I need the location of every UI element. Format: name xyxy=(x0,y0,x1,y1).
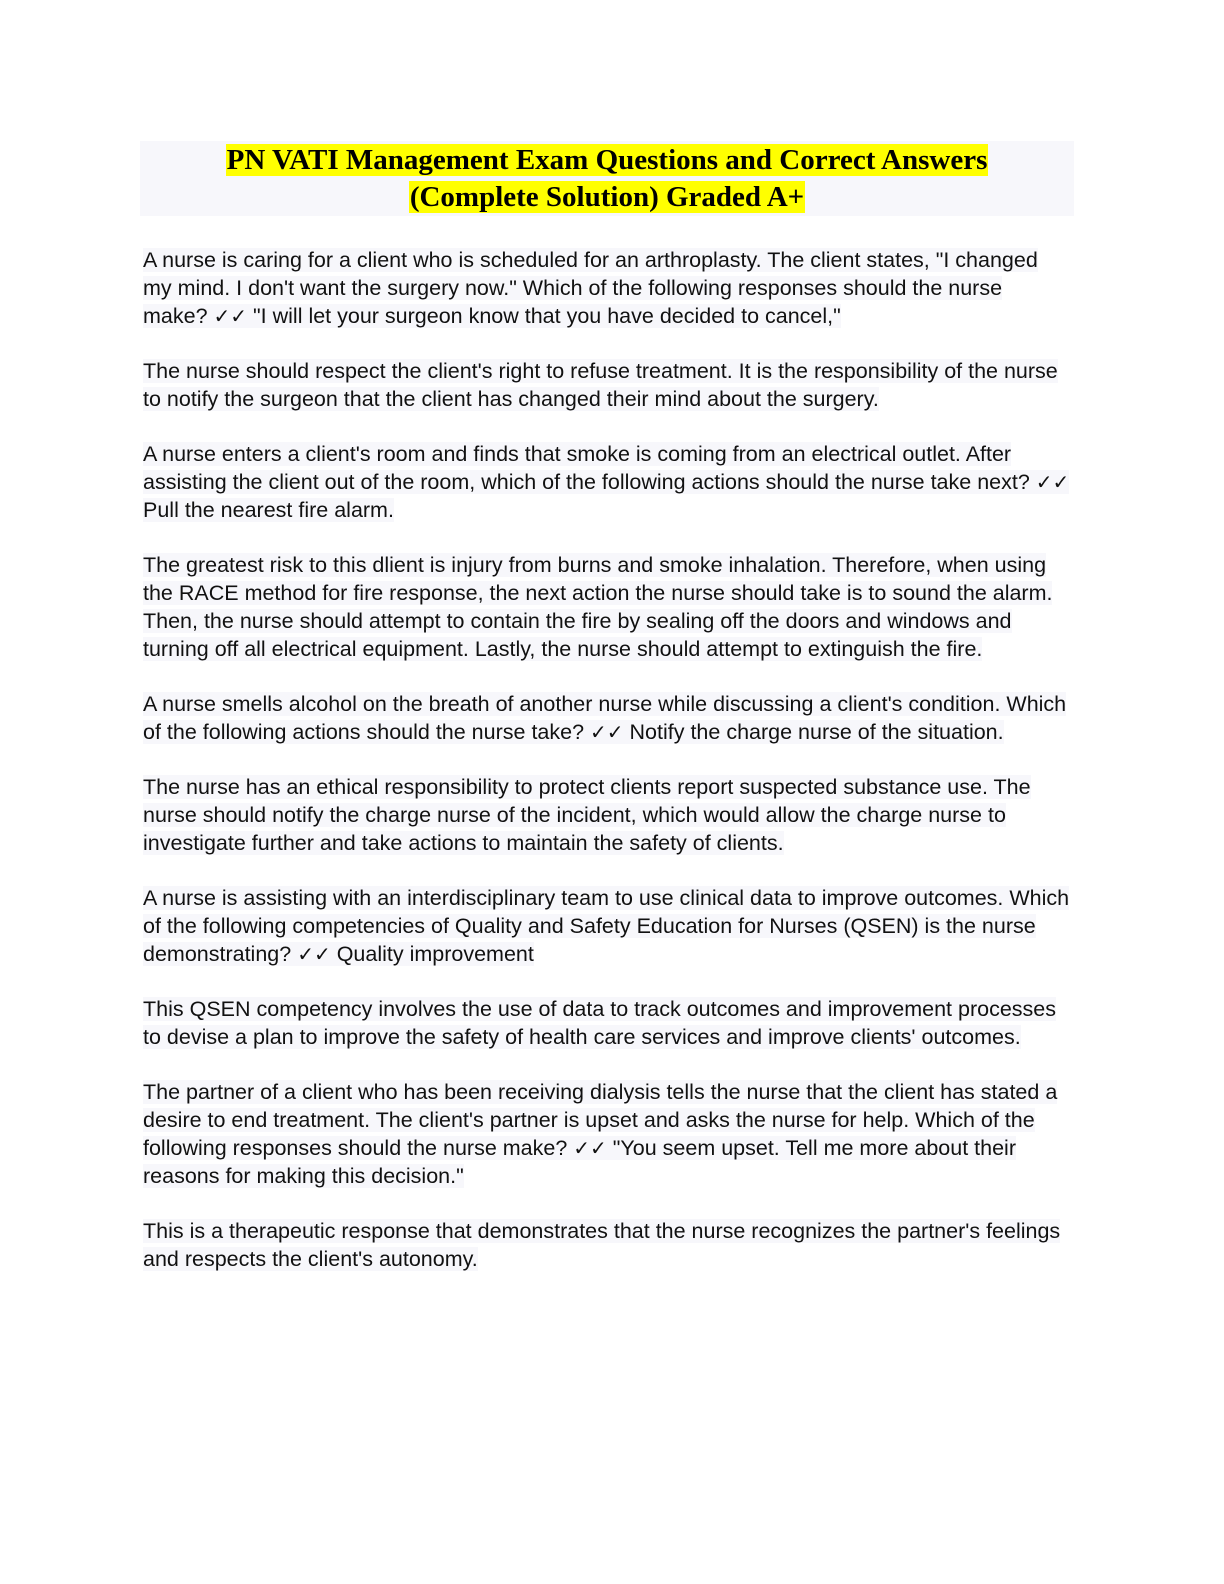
check-mark-icon: ✓✓ xyxy=(1035,470,1070,494)
rationale-text: The nurse should respect the client's right to refuse treatment. It is the responsibility of the nurse to notify the surgeon that the client has changed their mind about the surgery. xyxy=(143,359,1058,411)
rationale-text: The nurse has an ethical responsibility to protect clients report suspected substance use. The nurse should notify the charge nurse of the incident, which would allow the charge nurse to investigate further and take actions to maintain the safety of clients. xyxy=(143,775,1031,855)
question-3 xyxy=(140,690,1074,746)
rationale-5 xyxy=(140,1217,1074,1273)
question-text: The partner of a client who has been receiving dialysis tells the nurse that the client has stated a desire to end treatment. The client's partner is upset and asks the nurse for help. Which of the following responses should the nurse make? xyxy=(143,1080,1058,1160)
rationale-1 xyxy=(140,357,1074,413)
question-text: A nurse smells alcohol on the breath of another nurse while discussing a client's condition. Which of the following actions should the nurse take? xyxy=(143,692,1067,744)
rationale-text: This QSEN competency involves the use of data to track outcomes and improvement processes to devise a plan to improve the safety of health care services and improve clients' outcomes. xyxy=(143,997,1056,1049)
title-line-2: (Complete Solution) Graded A+ xyxy=(409,181,805,213)
check-mark-icon: ✓✓ xyxy=(213,304,248,328)
question-text: A nurse is caring for a client who is scheduled for an arthroplasty. The client states, "I changed my mind. I don't want the surgery now." Which of the following responses should the nurse make? xyxy=(143,248,1038,328)
document-body xyxy=(140,246,1074,1273)
rationale-4 xyxy=(140,995,1074,1051)
answer-text: Notify the charge nurse of the situation. xyxy=(629,720,1004,744)
answer-text: "You seem upset. Tell me more about their reasons for making this decision." xyxy=(143,1136,1016,1188)
check-mark-icon: ✓✓ xyxy=(590,720,624,744)
question-text: A nurse enters a client's room and finds that smoke is coming from an electrical outlet. After assisting the client out of the room, which of the following actions should the nurse take next? xyxy=(143,442,1030,494)
document-title xyxy=(140,141,1074,216)
question-4 xyxy=(140,884,1074,968)
check-mark-icon: ✓✓ xyxy=(297,942,331,966)
question-1 xyxy=(140,246,1074,330)
rationale-3 xyxy=(140,773,1074,857)
question-text: A nurse is assisting with an interdisciplinary team to use clinical data to improve outcomes. Which of the following competencies of Quality and Safety Education for Nurses (QSEN) is the nurse demonstrating? xyxy=(143,886,1070,966)
check-mark-icon: ✓✓ xyxy=(573,1136,607,1160)
question-5 xyxy=(140,1078,1074,1190)
answer-text: Pull the nearest fire alarm. xyxy=(143,498,394,522)
answer-text: Quality improvement xyxy=(336,942,534,966)
answer-text: "I will let your surgeon know that you have decided to cancel," xyxy=(253,304,841,328)
question-2 xyxy=(140,440,1074,524)
rationale-text: This is a therapeutic response that demonstrates that the nurse recognizes the partner's feelings and respects the client's autonomy. xyxy=(143,1219,1061,1271)
title-line-1: PN VATI Management Exam Questions and Correct Answers xyxy=(226,144,988,176)
rationale-2 xyxy=(140,551,1074,663)
document-page xyxy=(140,141,1074,1300)
rationale-text: The greatest risk to this dlient is injury from burns and smoke inhalation. Therefore, when using the RACE method for fire response, the next action the nurse should take is to sound the alarm. Then, the nurse should attempt to contain the fire by sealing off the doors and windows and turning off all electrical equipment. Lastly, the nurse should attempt to extinguish the fire. xyxy=(143,553,1053,661)
